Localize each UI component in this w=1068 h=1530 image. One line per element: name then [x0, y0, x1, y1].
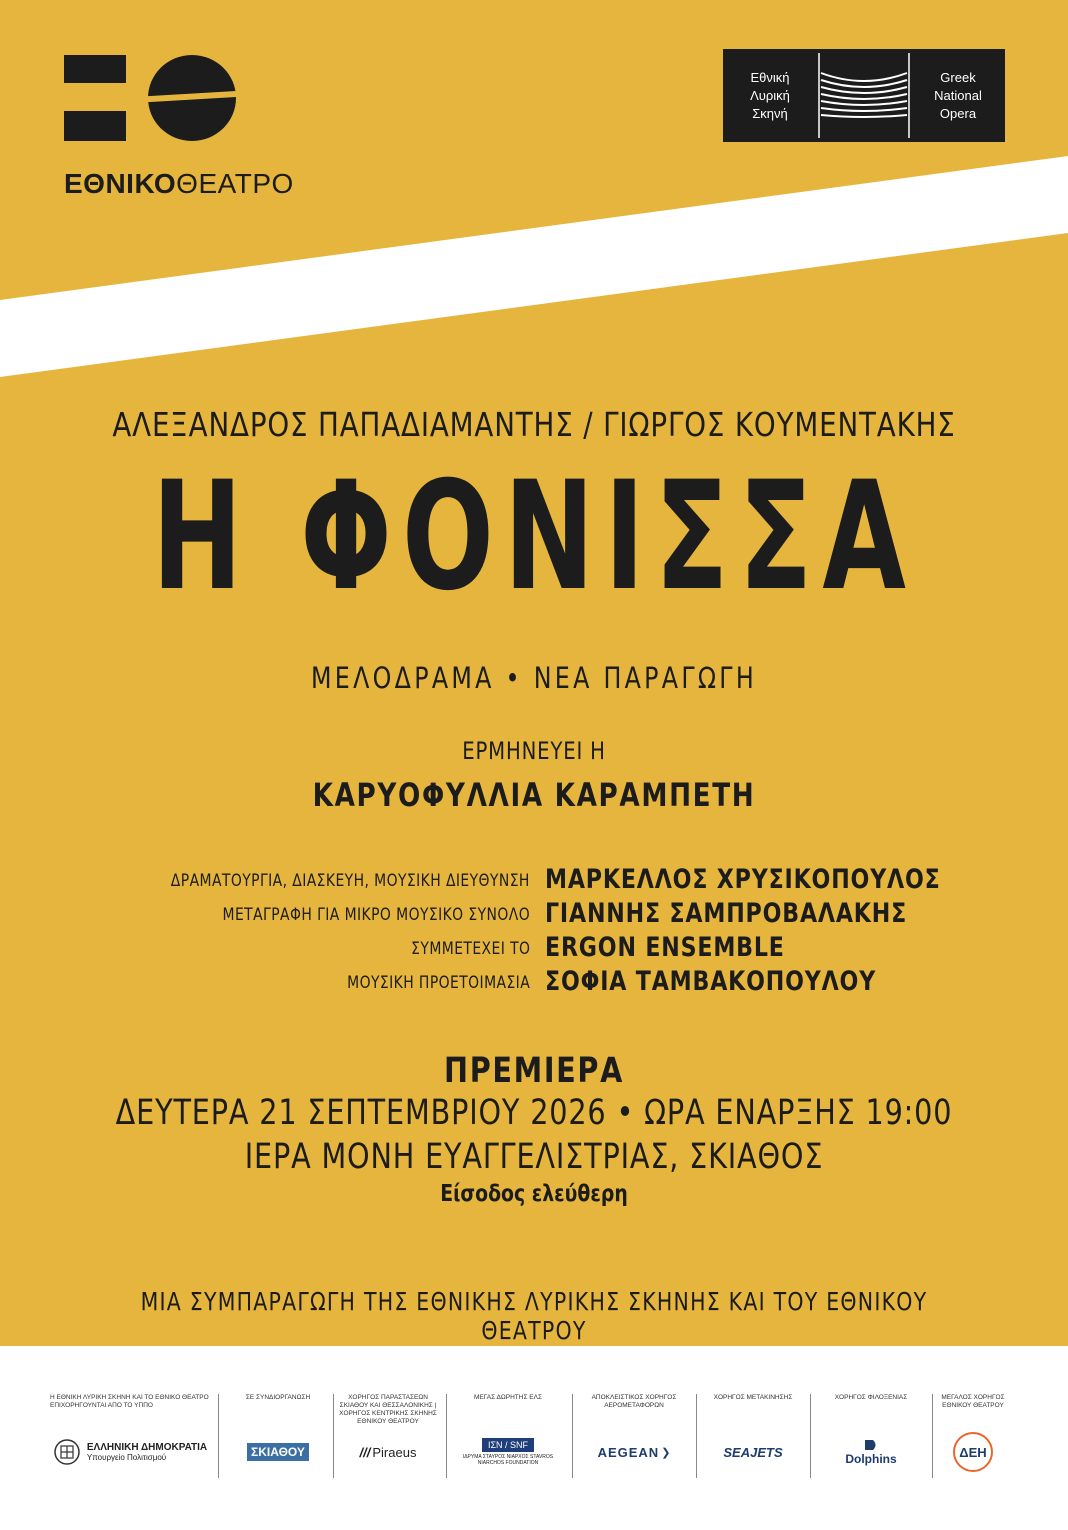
- sponsor-divider: [810, 1394, 811, 1478]
- entry-info: Είσοδος ελεύθερη: [440, 1181, 628, 1207]
- sponsor-ministry: Η ΕΘΝΙΚΗ ΛΥΡΙΚΗ ΣΚΗΝΗ ΚΑΙ ΤΟ ΕΘΝΙΚΟ ΘΕΑΤΡΟ ΕΠΙΧΟΡΗΓΟΥΝΤΑΙ ΑΠΟ ΤΟ ΥΠΠΟ ΕΛΛΗΝΙΚΗ ΔΗΜΟΚΡΑΤΙΑ Υπουργείο Πολιτισμού: [50, 1394, 210, 1484]
- gno-emblem-icon: [817, 49, 911, 142]
- theatre-name: ΕΘΝΙΚΟΘΕΑΤΡΟ: [64, 168, 294, 199]
- credit-row: [0, 966, 1068, 1000]
- skiathos-logo: ΣΚΙΑΘΟΥ: [247, 1443, 309, 1461]
- sponsor-deh: ΜΕΓΑΛΟΣ ΧΟΡΗΓΟΣ ΕΘΝΙΚΟΥ ΘΕΑΤΡΟΥ ΔΕΗ: [938, 1394, 1008, 1484]
- credit-name: ΣΟΦΙΑ ΤΑΜΒΑΚΟΠΟΥΛΟΥ: [545, 966, 877, 997]
- sponsor-skiathos: ΣΕ ΣΥΝΔΙΟΡΓΑΝΩΣΗ ΣΚΙΑΘΟΥ: [245, 1394, 311, 1459]
- gno-logo: [723, 49, 1005, 142]
- dolphins-logo: Dolphins: [845, 1452, 897, 1466]
- sponsor-divider: [333, 1394, 334, 1478]
- snf-logo: ΙΣΝ / SNF: [482, 1438, 534, 1452]
- piraeus-slashes-icon: ///: [359, 1444, 371, 1460]
- credits-list: [0, 864, 1068, 1000]
- piraeus-logo: Piraeus: [372, 1444, 417, 1460]
- sponsor-divider: [572, 1394, 573, 1478]
- authors: ΑΛΕΞΑΝΔΡΟΣ ΠΑΠΑΔΙΑΜΑΝΤΗΣ / ΓΙΩΡΓΟΣ ΚΟΥΜΕΝΤΑΚΗΣ: [112, 405, 956, 444]
- credit-name: ΓΙΑΝΝΗΣ ΣΑΜΠΡΟΒΑΛΑΚΗΣ: [545, 898, 908, 929]
- seajets-logo: SEAJETS: [723, 1444, 783, 1460]
- show-subtitle: ΜΕΛΟΔΡΑΜΑ • ΝΕΑ ΠΑΡΑΓΩΓΗ: [310, 661, 758, 695]
- sponsor-snf: ΜΕΓΑΣ ΔΩΡΗΤΗΣ ΕΛΣ ΙΣΝ / SNF ΙΔΡΥΜΑ ΣΤΑΥΡΟΣ ΝΙΑΡΧΟΣ STAVROS NIARCHOS FOUNDATION: [462, 1394, 554, 1466]
- sponsor-strip: [0, 1346, 1068, 1530]
- deh-logo: ΔΕΗ: [953, 1432, 993, 1472]
- show-title: Η ΦΟΝΙΣΣΑ: [151, 450, 917, 624]
- credit-name: ΜΑΡΚΕΛΛΟΣ ΧΡΥΣΙΚΟΠΟΥΛΟΣ: [545, 864, 941, 895]
- sponsor-aegean: ΑΠΟΚΛΕΙΣΤΙΚΟΣ ΧΟΡΗΓΟΣ ΑΕΡΟΜΕΤΑΦΟΡΩΝ AEGEAN ❯: [591, 1394, 677, 1460]
- credit-role: ΔΡΑΜΑΤΟΥΡΓΙΑ, ΔΙΑΣΚΕΥΗ, ΜΟΥΣΙΚΗ ΔΙΕΥΘΥΝΣΗ: [170, 871, 530, 891]
- aegean-logo: AEGEAN: [597, 1444, 660, 1460]
- dolphin-icon: [863, 1438, 879, 1452]
- sponsor-divider: [696, 1394, 697, 1478]
- gno-greek-name: Εθνική Λυρική Σκηνή: [750, 69, 790, 121]
- lead-performer: ΚΑΡΥΟΦΥΛΛΙΑ ΚΑΡΑΜΠΕΤΗ: [312, 776, 756, 814]
- sponsor-dolphins: ΧΟΡΗΓΟΣ ΦΙΛΟΞΕΝΙΑΣ Dolphins: [834, 1394, 908, 1466]
- credit-role: ΜΟΥΣΙΚΗ ΠΡΟΕΤΟΙΜΑΣΙΑ: [347, 973, 530, 993]
- credit-row: [0, 932, 1068, 966]
- aegean-wing-icon: ❯: [661, 1446, 671, 1459]
- sponsor-divider: [446, 1394, 447, 1478]
- gno-english-name: Greek National Opera: [934, 69, 982, 121]
- greek-emblem-icon: [53, 1438, 81, 1466]
- sponsor-seajets: ΧΟΡΗΓΟΣ ΜΕΤΑΚΙΝΗΣΗΣ SEAJETS: [713, 1394, 793, 1460]
- credit-name: ERGON ENSEMBLE: [545, 932, 785, 963]
- credit-row: [0, 898, 1068, 932]
- event-date-time: ΔΕΥΤΕΡΑ 21 ΣΕΠΤΕΜΒΡΙΟΥ 2026 • ΩΡΑ ΕΝΑΡΞΗΣ 19:00: [115, 1093, 953, 1133]
- credit-role: ΣΥΜΜΕΤΕΧΕΙ ΤΟ: [410, 939, 530, 959]
- credit-role: ΜΕΤΑΓΡΑΦΗ ΓΙΑ ΜΙΚΡΟ ΜΟΥΣΙΚΟ ΣΥΝΟΛΟ: [222, 905, 530, 925]
- interpretation-label: ΕΡΜΗΝΕΥΕΙ Η: [462, 737, 606, 765]
- sponsor-divider: [218, 1394, 219, 1478]
- sponsor-divider: [932, 1394, 933, 1478]
- credit-row: [0, 864, 1068, 898]
- premiere-label: ΠΡΕΜΙΕΡΑ: [444, 1051, 624, 1091]
- coproduction-note: ΜΙΑ ΣΥΜΠΑΡΑΓΩΓΗ ΤΗΣ ΕΘΝΙΚΗΣ ΛΥΡΙΚΗΣ ΣΚΗΝΗΣ ΚΑΙ ΤΟΥ ΕΘΝΙΚΟΥ ΘΕΑΤΡΟΥ: [140, 1287, 928, 1345]
- event-venue: ΙΕΡΑ ΜΟΝΗ ΕΥΑΓΓΕΛΙΣΤΡΙΑΣ, ΣΚΙΑΘΟΣ: [244, 1137, 824, 1177]
- sponsor-piraeus: ΧΟΡΗΓΟΣ ΠΑΡΑΣΤΑΣΕΩΝ ΣΚΙΑΘΟΥ ΚΑΙ ΘΕΣΣΑΛΟΝΙΚΗΣ | ΧΟΡΗΓΟΣ ΚΕΝΤΡΙΚΗΣ ΣΚΗΝΗΣ ΕΘΝΙΚΟΥ ΘΕΑΤΡΟΥ /// Piraeus: [339, 1394, 437, 1460]
- national-theatre-logo-icon: [64, 55, 236, 145]
